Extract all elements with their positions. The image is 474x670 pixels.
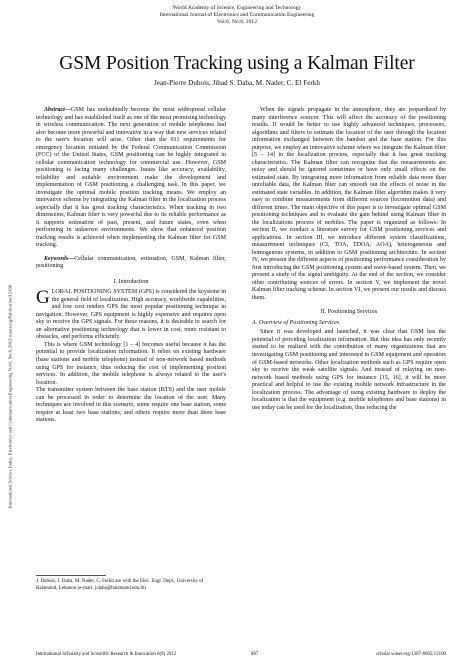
right-column bbox=[252, 107, 446, 412]
keywords bbox=[36, 256, 226, 271]
keywords-text: Cellular communication, estimation, GSM, Kalman filter, positioning bbox=[36, 255, 226, 270]
right-paragraph-1: When the signals propagate in the atmosphere, they are jeopardized by many interference sources. This will affect the accuracy of the positioning results. It would be better to use highly advanced techniques, processors, algorithms and filters to estimate the location of the user through the location information exchanged between the handset and the base station. For this purpose, we employ an innovative scheme where we integrate the Kalman filter [5 – 14] in the localization process, especially that it has great tracking characteristics. The Kalman filter can recognize that the measurements are noisy and should be ignored sometimes or have only small effects on the estimated state. By integrating more information from reliable data more than unreliable data, the Kalman filter can smooth out the effects of noise in the estimated state variables. In addition, the Kalman filter algorithm makes it very easy to combine measurements from different sources (locomotion data) and different times. The main objective of this paper is to investigate optimal GSM positioning techniques and to evaluate the gain behind using Kalman filter in the localizations process of mobiles. The paper is organized as follows: In section II, we conduct a literature survey for GSM positioning services and applications. In section III, we introduce different system classifications, measurement techniques (CI, TOA, TDOA, AOA), heterogeneous and homogenous systems, in addition to GSM positioning architecture. In section IV, we present the different aspects of positioning performance consideration by first introducing the GSM positioning system and wave-based system. Then, we present a study of the signal ambiguity. At the end of the section, we consider other contributing sources of errors. In section V, we implement the novel Kalman filter tracking scheme. In section VI, we present our results and discuss them. bbox=[252, 107, 446, 301]
intro-paragraph-3: The transmitter system between the base station (BTS) and the user mobile can be processed in order to determine the location of the user. Many techniques are involved in this scenario, some require one base station, some require at least two base stations, and others require more than three base stations. bbox=[36, 387, 226, 424]
abstract-label: Abstract— bbox=[44, 107, 71, 113]
footer-link[interactable]: scholar.waset.org/1307-6892/12100 bbox=[376, 652, 446, 657]
abstract-text: GSM has undoubtedly become the most widespread cellular technology and has established itself as one of the most promising technology in wireless communication. The next generation of mobile telephones had also become more powerful and innovative in a way that new services related to the user's location will arise. Other than the 911 requirements for emergency location initiated by the Federal Communication Commission (FCC) of the United States, GSM positioning can be highly integrated in cellular communication technology for commercial use. However, GSM positioning is facing many challenges. Issues like accuracy, availability, reliability and suitable environment make the development and implementation of GSM positioning a challenging task. In this paper, we investigate the optimal mobile position tracking means. We employ an innovative scheme by integrating the Kalman filter in the localization process especially that it has great tracking characteristics. When tracking in two dimensions, Kalman filter is very powerful due to its reliable performance as it supports estimation of past, present, and future states, even when performing in unknown environments. We show that enhanced position tracking results is achieved when implementing the Kalman filter for GSM tracking. bbox=[36, 107, 226, 249]
journal-subname: International Journal of Electronics and Communication Engineering bbox=[159, 12, 315, 18]
section-2-heading: II. Positioning Services bbox=[320, 309, 378, 316]
author-footnote: J. Dubois, J. Daba, M. Nader, C. Ferkh are with the Elec. Engr. Dept., University of Balamand, Lebanon (e-mail: j.daba@balamand.edu.lb) bbox=[36, 579, 204, 591]
intro-p1-text: LOBAL POSITIONING SYSTEM (GPS) is considered the keystone in the general field of localization. High accuracy, worldwide capabilities, and low cost renders GPS the most popular positioning technique in navigation. However, GPS equipment is highly expensive and requires open sky to receive the GPS signals. For these reasons, it is desirable to search for an alternative positioning technology that is lower in cost, more resistant to obstacles, and performs efficiently. bbox=[36, 289, 226, 341]
abstract bbox=[36, 107, 226, 250]
right-paragraph-2: Since it was developed and launched, it was clear that GSM has the potential of providing localization information. But this idea has only recently started to be realized with the contribution of many organizations that are investigating GSM positioning and interested in GSM equipment and operators of GSM-based networks. Other localization methods such as GPS require open sky to receive the weak satellite signals. And instead of relaying on non-network based methods using GPS for instance [15, 16], it will be more practical and helpful to use the existing mobile network infrastructure in the localization process. The advantage of using existing hardware to deploy the localization is that the equipment (e.g. mobile telephones and base stations) in use today can be used for the localization, thus reducing the bbox=[252, 329, 446, 411]
left-column bbox=[36, 107, 226, 425]
section-1-heading: I. Introduction bbox=[113, 278, 149, 285]
drop-cap: G bbox=[36, 287, 50, 309]
intro-paragraph-1 bbox=[36, 289, 226, 342]
journal-header bbox=[0, 5, 474, 26]
paper-authors: Jean-Pierre Dubois, Jihad S. Daba, M. Nader, C. El Ferkh bbox=[154, 79, 320, 87]
journal-name: World Academy of Science, Engineering and Technology bbox=[172, 5, 302, 11]
side-note-text: International Science Index, Electronics and Communication Engineering Vol:6, No:8, 2012 waset.org/Publication/12100 bbox=[7, 284, 13, 509]
subsection-a-heading: A. Overview of Positioning Services bbox=[252, 319, 340, 326]
keywords-label: Keywords— bbox=[44, 255, 75, 262]
page-number: 867 bbox=[251, 652, 259, 657]
footnote-divider bbox=[36, 575, 106, 576]
side-margin-note bbox=[4, 180, 16, 620]
intro-paragraph-2: This is where GSM technology [1 – 4] becomes useful because it has the potential to provide localization information. It relies on existing hardware (base stations and mobile telephone) instead of non-network based methods using GPS for instance, thus reducing the cost of implementing position services. In addition, the mobile telephone is always related to the user's location. bbox=[36, 341, 226, 386]
footer-publisher: International Scholarly and Scientific Research & Innovation 6(8) 2012 bbox=[36, 652, 177, 657]
paper-title: GSM Position Tracking using a Kalman Filter bbox=[59, 53, 415, 74]
volume-info: Vol:6, No:8, 2012 bbox=[217, 19, 257, 25]
